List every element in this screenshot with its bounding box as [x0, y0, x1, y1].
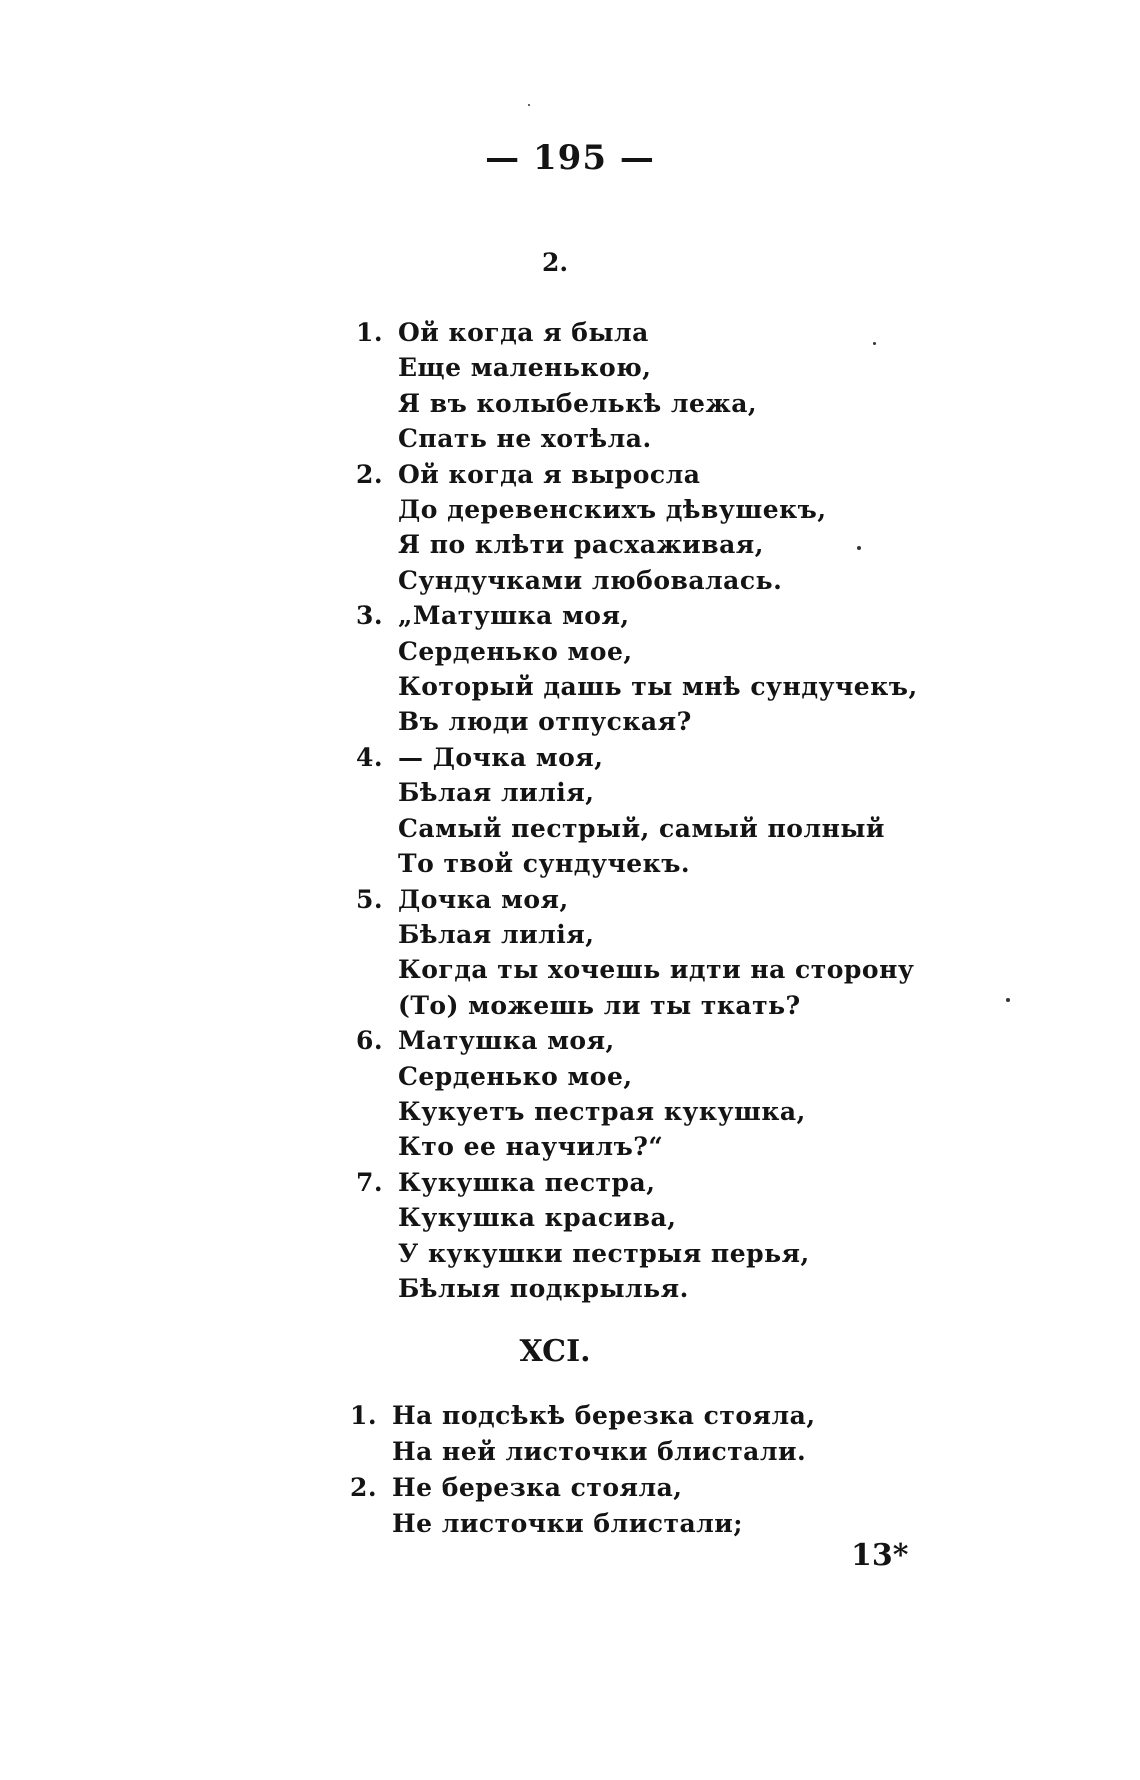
verse-line: Кукуетъ пестрая кукушка, [398, 1096, 806, 1126]
stanza [350, 1398, 910, 1470]
verse-line: Который дашь ты мнѣ сундучекъ, [398, 672, 918, 702]
verse-line: Я по клѣти расхаживая, [398, 530, 764, 560]
verse-line: (То) можешь ли ты ткать? [398, 990, 801, 1020]
verse-line: Серденько мое, [398, 1061, 633, 1091]
verse-line: Не березка стояла, [392, 1473, 683, 1502]
stanza [356, 740, 916, 882]
verse-line: Еще маленькою, [398, 353, 652, 383]
song-text [356, 315, 916, 1306]
verse-line: Матушка моя, [398, 1026, 615, 1056]
stanza-number: 2. [350, 1473, 378, 1502]
song-text [350, 1398, 910, 1542]
verse-line: Ой когда я была [398, 318, 649, 347]
stanza-number: 1. [350, 1401, 378, 1430]
song-number: 2. [541, 248, 569, 277]
stanza [356, 882, 916, 1024]
verse-line: До деревенскихъ дѣвушекъ, [398, 495, 827, 525]
stanza-number: 1. [356, 318, 384, 347]
verse-line: Бѣлая лилія, [398, 919, 595, 949]
verse-line: Ой когда я выросла [398, 459, 701, 489]
stanza [356, 315, 916, 457]
verse-line: — Дочка моя, [398, 742, 604, 772]
stanza-number: 6. [356, 1026, 384, 1056]
signature-mark: 13* [851, 1538, 909, 1573]
verse-line: Бѣлая лилія, [398, 778, 595, 808]
page-number: — 195 — [485, 138, 655, 178]
verse-line: Я въ колыбелькѣ лежа, [398, 388, 758, 418]
verse-line: Спать не хотѣла. [398, 424, 652, 454]
stanza-number: 7. [356, 1167, 384, 1197]
verse-line: Бѣлыя подкрылья. [398, 1273, 689, 1303]
verse-line: Когда ты хочешь идти на сторону [398, 955, 915, 985]
verse-line: Кто ее научилъ?“ [398, 1132, 664, 1162]
verse-line: Дочка моя, [398, 884, 569, 914]
verse-line: „Матушка моя, [398, 601, 630, 631]
verse-line: У кукушки пестрыя перья, [398, 1238, 810, 1268]
scan-speck [528, 104, 530, 106]
verse-line: Кукушка пестра, [398, 1167, 656, 1197]
stanza-number: 2. [356, 459, 384, 489]
verse-line: Самый пестрый, самый полный [398, 813, 885, 843]
stanza [356, 598, 916, 740]
scan-speck [1006, 998, 1010, 1002]
verse-line: То твой сундучекъ. [398, 849, 691, 879]
verse-line: Сундучками любовалась. [398, 565, 783, 595]
verse-line: На подсѣкѣ березка стояла, [392, 1401, 816, 1430]
stanza-number: 4. [356, 742, 384, 772]
verse-line: Серденько мое, [398, 636, 633, 666]
scan-speck [873, 342, 876, 345]
stanza [356, 457, 916, 599]
stanza [356, 1165, 916, 1307]
verse-line: Кукушка красива, [398, 1203, 677, 1233]
stanza-number: 5. [356, 884, 384, 914]
stanza-number: 3. [356, 601, 384, 631]
stanza [356, 1023, 916, 1165]
scan-speck [857, 546, 861, 550]
section-number: XCI. [519, 1334, 591, 1369]
verse-line: Не листочки блистали; [392, 1509, 744, 1538]
verse-line: Въ люди отпуская? [398, 707, 692, 737]
stanza [350, 1470, 910, 1542]
verse-line: На ней листочки блистали. [392, 1437, 807, 1466]
